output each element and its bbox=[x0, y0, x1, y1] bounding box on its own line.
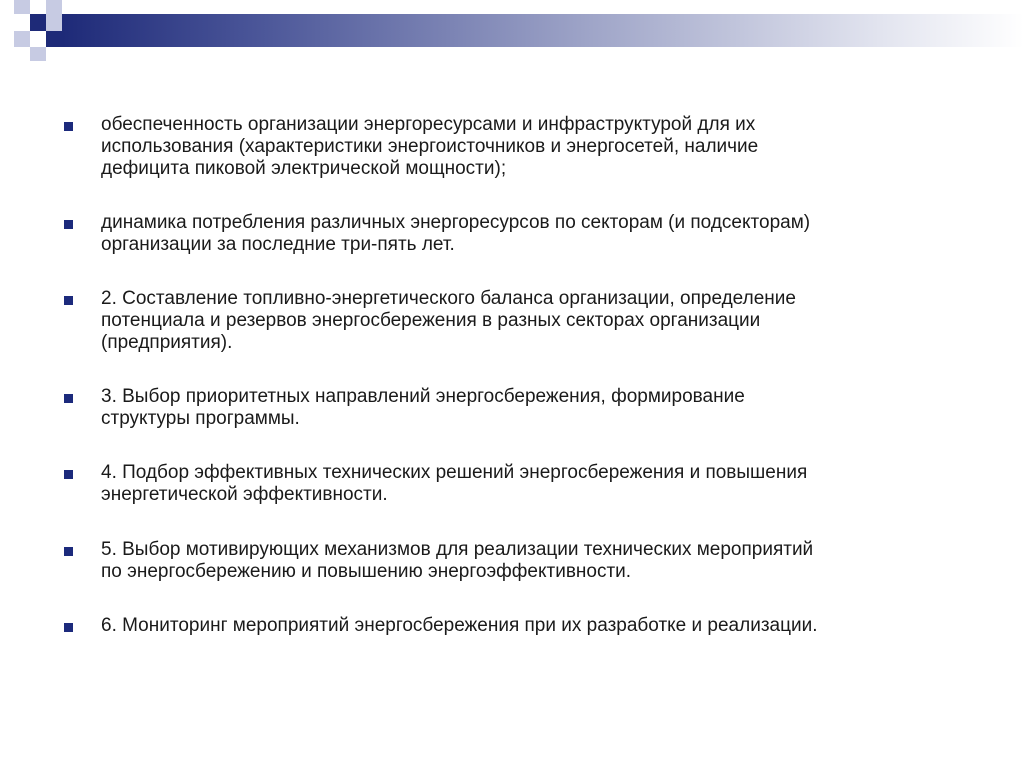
decor-square bbox=[46, 14, 62, 31]
decor-square bbox=[14, 0, 30, 14]
bullet-text: 2. Составление топливно-энергетического баланса организации, определение потенциала и резервов энергосбережения в разных секторах организации (предприятия). bbox=[101, 288, 796, 353]
bullet-text: 6. Мониторинг мероприятий энергосбережения при их разработке и реализации. bbox=[101, 615, 818, 636]
bullet-text: обеспеченность организации энергоресурсами и инфраструктурой для их использования (характеристики энергоисточников и энергосетей, наличие дефицита пиковой электрической мощности); bbox=[101, 114, 759, 179]
decor-square bbox=[30, 47, 46, 61]
bullet-text: динамика потребления различных энергоресурсов по секторам (и подсекторам) организации за последние три-пять лет. bbox=[101, 212, 811, 255]
decor-square bbox=[14, 31, 30, 47]
square-bullet-icon bbox=[64, 220, 73, 229]
header-gradient-bar bbox=[62, 14, 1024, 47]
header-decoration bbox=[0, 0, 1024, 70]
square-bullet-icon bbox=[64, 623, 73, 632]
decor-square bbox=[46, 31, 62, 47]
bullet-text: 4. Подбор эффективных технических решений энергосбережения и повышения энергетической эффективности. bbox=[101, 462, 808, 505]
square-bullet-icon bbox=[64, 296, 73, 305]
bullet-text: 3. Выбор приоритетных направлений энергосбережения, формирование структуры программы. bbox=[101, 386, 745, 429]
square-bullet-icon bbox=[64, 547, 73, 556]
decor-square bbox=[46, 0, 62, 14]
decor-square bbox=[30, 14, 46, 31]
square-bullet-icon bbox=[64, 122, 73, 131]
square-bullet-icon bbox=[64, 394, 73, 403]
bullet-text: 5. Выбор мотивирующих механизмов для реализации технических мероприятий по энергосбережению и повышению энергоэффективности. bbox=[101, 539, 814, 582]
square-bullet-icon bbox=[64, 470, 73, 479]
